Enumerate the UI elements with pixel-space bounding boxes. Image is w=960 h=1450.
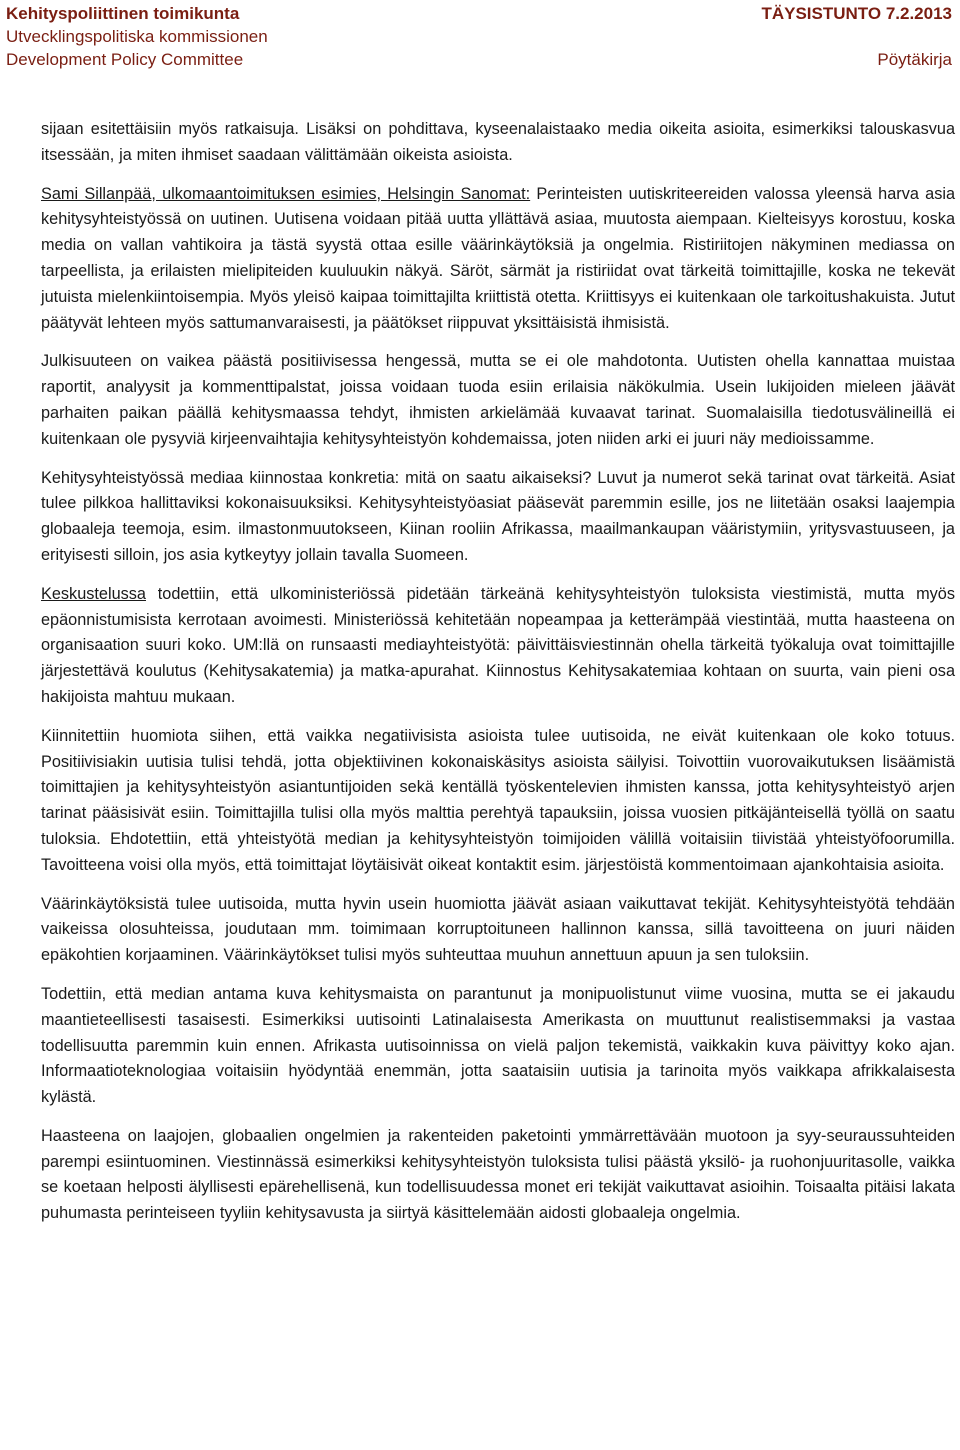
paragraph-2-text: Perinteisten uutiskriteereiden valossa yleensä harva asia kehitysyhteistyössä on uutinen. Uutisena voidaan pitää uutta yllättävä asiaa, muutosta aiempaan. Kielteisyys korostuu, koska media on vallan vahtikoira ja tästä syystä ottaa esille väärinkäytöksiä ja ongelmia. Ristiriitojen näkyminen mediassa on tarpeellista, ja erilaisten mielipiteiden kuuluukin näkyä. Säröt, särmät ja ristiriidat ovat tärkeitä toimittajille, koska ne tekevät jutuista mielenkiintoisempia. Myös yleisö kaipaa toimittajilta kriittistä otetta. Kriittisyys ei kuitenkaan ole tarkoitushakuista. Jutut päätyvät lehteen myös sattumanvaraisesti, ja päätökset riippuvat yksittäisistä ihmisistä. [41, 184, 956, 332]
paragraph-7: Väärinkäytöksistä tulee uutisoida, mutta hyvin usein huomiotta jäävät asiaan vaikuttavat tekijät. Kehitysyhteistyötä tehdään vaikeissa olosuhteissa, joudutaan mm. toimimaan korruptoituneen hallinnon kanssa, sillä tavoitteena on juuri näiden epäkohtien korjaaminen. Väärinkäytökset tulisi myös suhteuttaa muuhun annettuun apuun ja sen tuloksiin. [41, 894, 955, 965]
speaker-label: Sami Sillanpää, ulkomaantoimituksen esimies, Helsingin Sanomat: [41, 184, 531, 203]
paragraph-6: Kiinnitettiin huomiota siihen, että vaikka negatiivisista asioista tulee uutisoida, ne eivät kuitenkaan ole koko totuus. Positiivisiakin uutisia tulisi tehdä, jotta objektiivinen kokonaiskäsitys asioista säilyisi. Toivottiin vuorovaikutuksen lisäämistä toimittajien ja kehitysyhteistyön asiantuntijoiden sekä kentällä työskentelevien ihmisten kanssa, jotta kehitysyhteistyö arjen tarinat pääsisivät esiin. Toimittajilla tulisi olla myös malttia perehtyä tapauksiin, joissa vuosien pitkäjänteisellä työllä on saatu tuloksia. Ehdotettiin, että yhteistyötä median ja kehitysyhteistyön toimijoiden välillä voitaisiin tiivistää yhteistyöfoorumilla. Tavoitteena voisi olla myös, että toimittajat löytäisivät oikeat kontaktit esim. järjestöistä kommentoimaan ajankohtaisia asioita. [41, 726, 955, 874]
paragraph-5 [41, 582, 955, 711]
paragraph-5-text: todettiin, että ulkoministeriössä pidetään tärkeänä kehitysyhteistyön tuloksista viestimistä, mutta myös epäonnistumisista kerrotaan avoimesti. Ministeriössä kehitetään nopeampaa ja ketterämpää viestintää, mutta haasteena on organisaation suuri koko. UM:llä on runsaasti mediayhteistyötä: päivittäisviestinnän ohella tärkeitä työkaluja ovat toimittajille järjestettävä koulutus (Kehitysakatemia) ja matka-apurahat. Kiinnostus Kehitysakatemiaa kohtaan on suurta, vain pieni osa hakijoista mahtuu mukaan. [41, 584, 955, 706]
paragraph-1: sijaan esitettäisiin myös ratkaisuja. Lisäksi on pohdittava, kyseenalaistaako media oikeita asioita, esimerkiksi talouskasvua itsessään, ja miten ihmiset saadaan välittämään oikeista asioista. [41, 120, 955, 164]
committee-name-en: Development Policy Committee [6, 50, 244, 69]
document-type: Pöytäkirja [877, 50, 952, 69]
paragraph-3: Julkisuuteen on vaikea päästä positiivisessa hengessä, mutta se ei ole mahdotonta. Uutisten ohella kannattaa muistaa raportit, analyysit ja kommenttipalstat, joissa voidaan tuoda esiin erilaisia näkökulmia. Usein lukijoiden mieleen jäävät parhaiten paikan päällä kehitysmaassa tehdyt, ihmisten arkielämää kuvaavat tarinat. Suomalaisilla tiedotusvälineillä ei kuitenkaan ole pysyviä kirjeenvaihtajia kehitysyhteistyön kohdemaissa, joten niiden arki ei juuri näy medioissamme. [41, 352, 955, 448]
meeting-title: TÄYSISTUNTO 7.2.2013 [761, 4, 952, 23]
paragraph-4: Kehitysyhteistyössä mediaa kiinnostaa konkretia: mitä on saatu aikaiseksi? Luvut ja numerot sekä tarinat ovat tärkeitä. Asiat tulee pilkkoa hallittaviksi kokonaisuuksiksi. Kehitysyhteistyöasiat pääsevät paremmin esille, jos ne liitetään osaksi laajempia globaaleja teemoja, esim. ilmastonmuutokseen, Kiinan rooliin Afrikassa, maailmankaupan vääristymiin, yritysvastuuseen, ja erityisesti silloin, jos asia kytkeytyy jollain tavalla Suomeen. [41, 468, 955, 564]
paragraph-8: Todettiin, että median antama kuva kehitysmaista on parantunut ja monipuolistunut viime vuosina, mutta se ei jakaudu maantieteellisesti tasaisesti. Esimerkiksi uutisointi Latinalaisesta Amerikasta on muuttunut realistisemmaksi ja vastaa todellisuutta paremmin kuin ennen. Afrikasta uutisoinnissa on vielä paljon tekemistä, vaikkakin kuva päivittyy koko ajan. Informaatioteknologiaa voitaisiin hyödyntää enemmän, jotta saataisiin uutisia ja tarinoita myös vaikkapa afrikkalaisesta kylästä. [41, 984, 955, 1107]
paragraph-9: Haasteena on laajojen, globaalien ongelmien ja rakenteiden paketointi ymmärrettävään muotoon ja syy-seuraussuhteiden parempi esiintuominen. Viestinnässä esimerkiksi kehitysyhteistyön tuloksista tulisi päästä yksilö- ja ruohonjuuritasolle, vaikka se koetaan helposti älyllisesti epärehellisenä, kun todellisuudessa monet eri tekijät vaikuttavat asioihin. Toisaalta pitäisi lakata puhumasta perinteiseen tyyliin kehitysavusta ja siirtyä käsittelemään aidosti globaaleja ongelmia. [41, 1126, 955, 1223]
discussion-label: Keskustelussa [41, 584, 146, 603]
paragraph-2 [41, 182, 955, 337]
minutes-body [41, 117, 955, 1240]
page-header [0, 0, 960, 72]
committee-name-sv: Utvecklingspolitiska kommissionen [6, 27, 268, 46]
committee-name-fi: Kehityspoliittinen toimikunta [6, 4, 240, 23]
